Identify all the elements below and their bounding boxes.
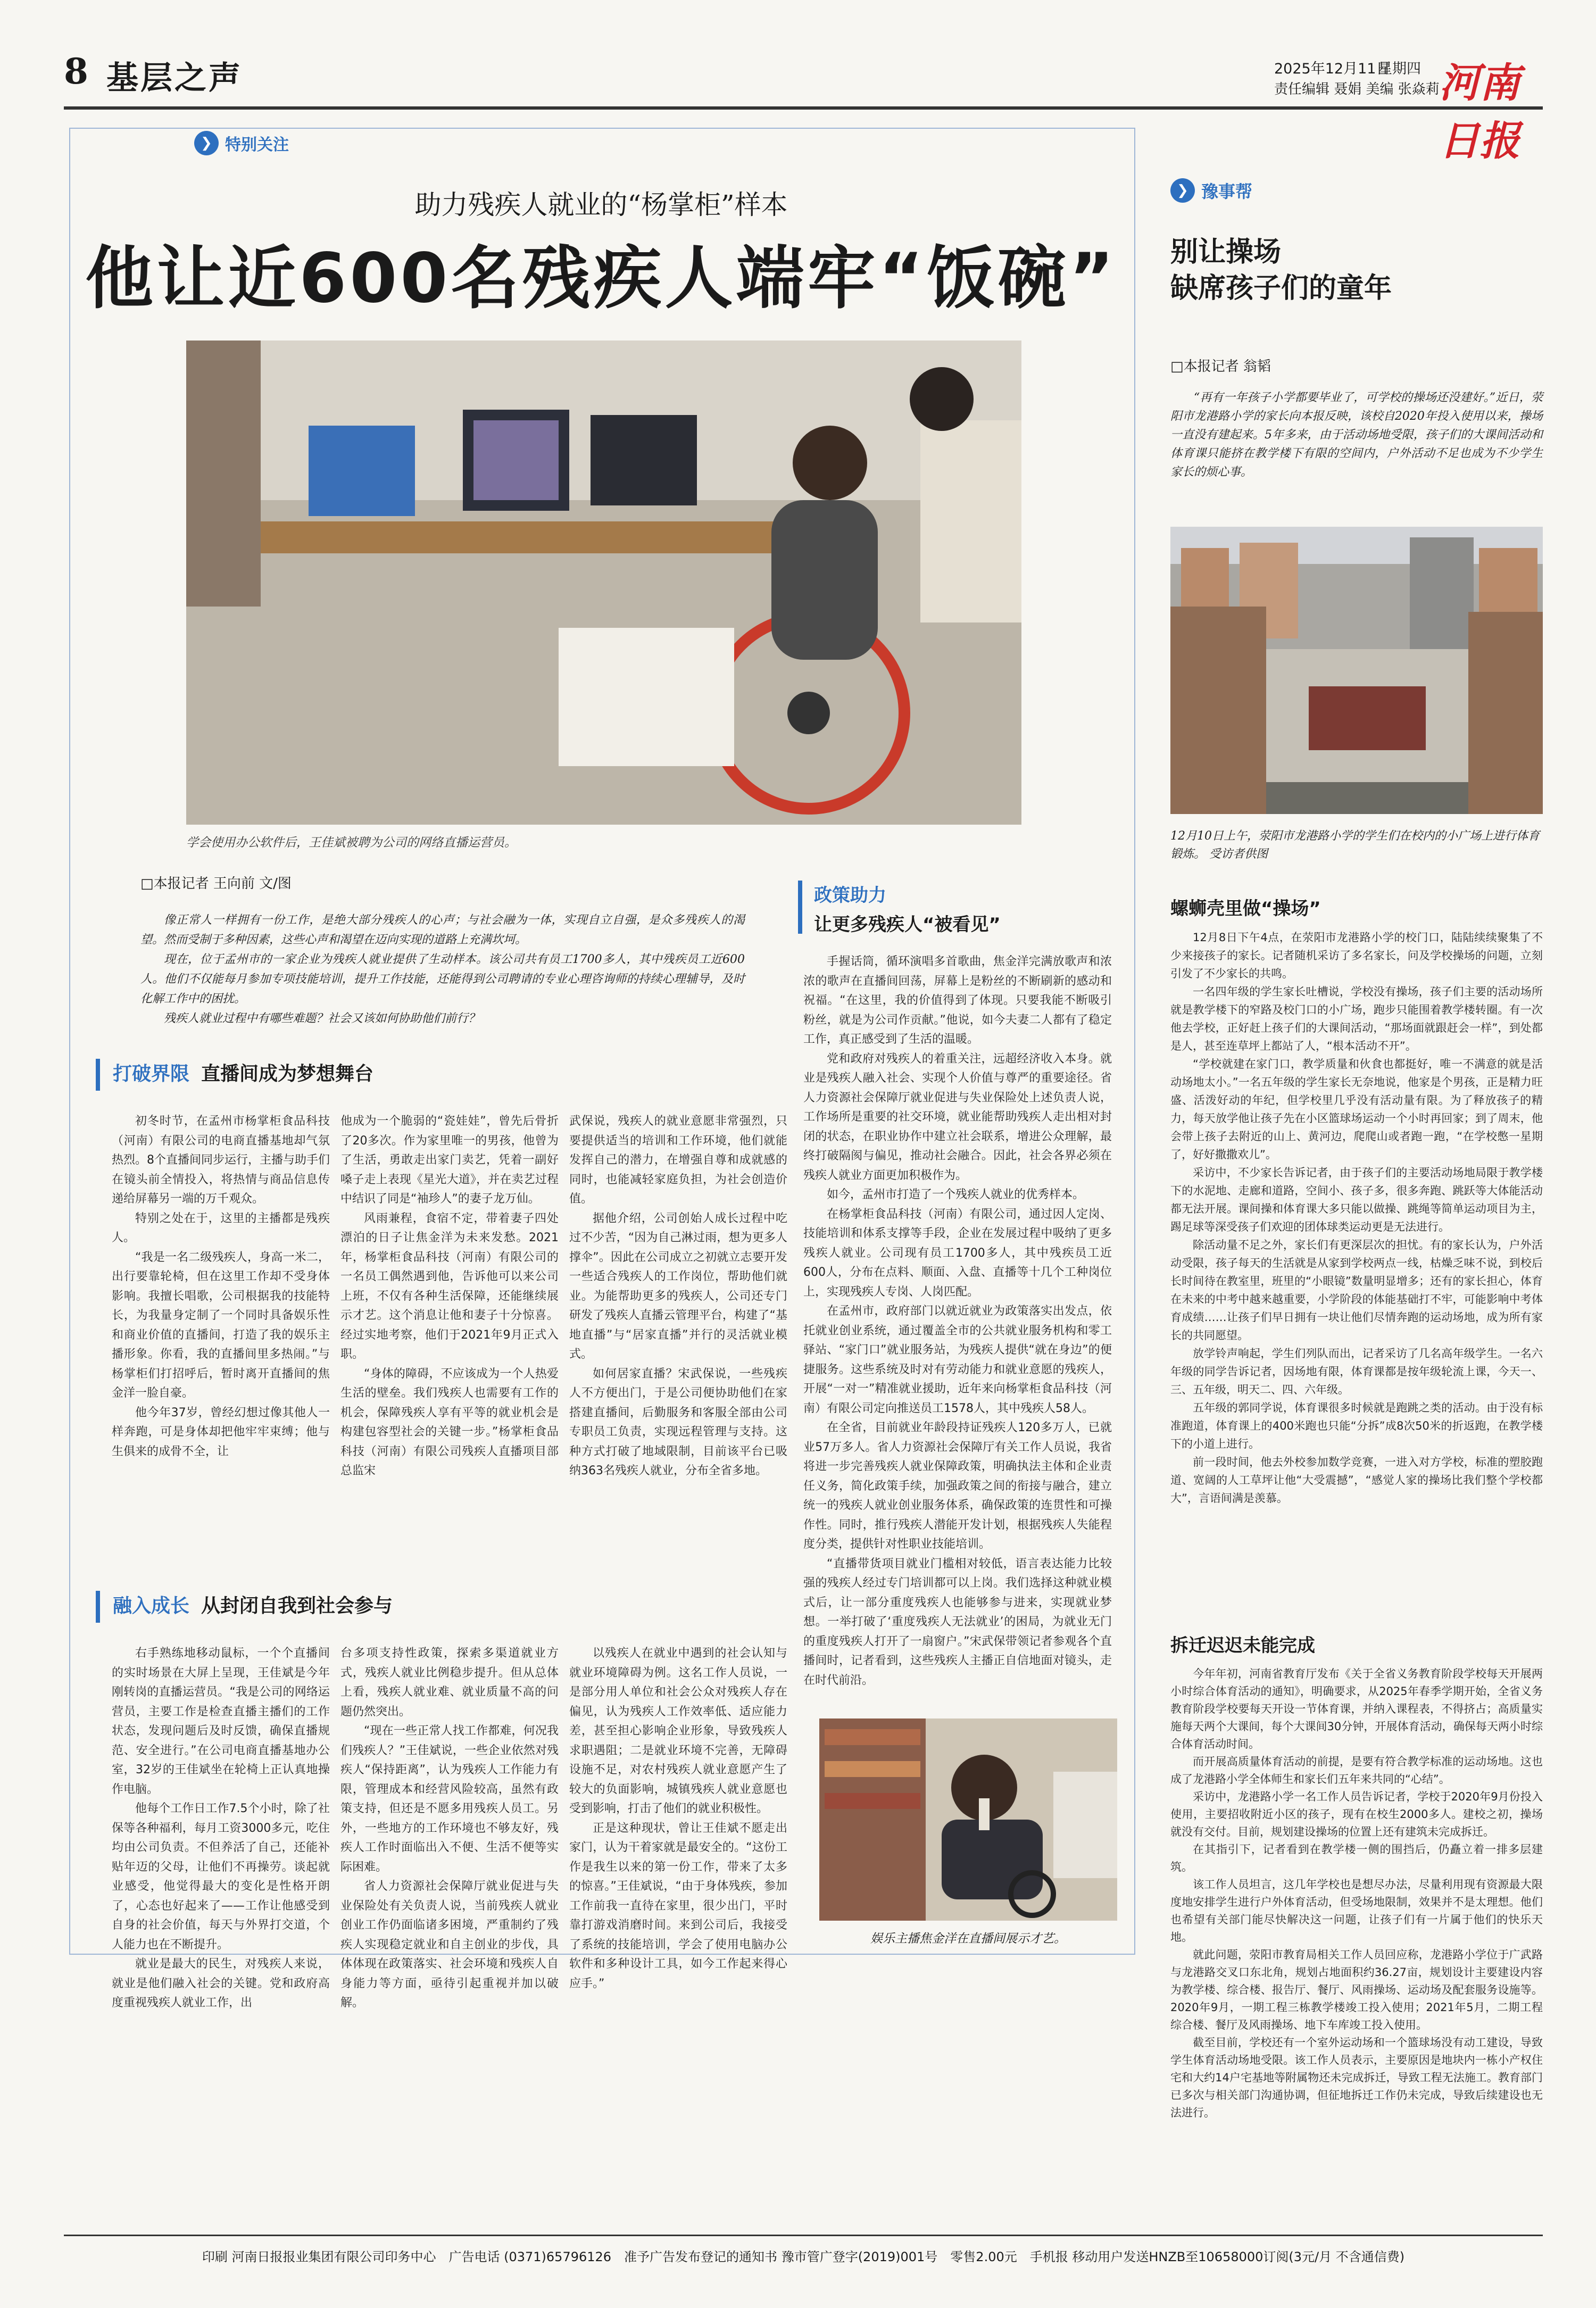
paragraph: 台多项支持性政策，探索多渠道就业方式，残疾人就业比例稳步提升。但从总体上看，残疾人就业难、就业质量不高的问题仍然突出。 xyxy=(340,1647,559,1718)
paragraph: 12月8日下午4点，在荥阳市龙港路小学的校门口，陆陆续续聚集了不少来接孩子的家长。记者随机采访了多名家长，问及学校操场的问题，立刻引发了不少家长的共鸣。 xyxy=(1170,931,1543,980)
header-rule xyxy=(64,106,1543,110)
footer-rule xyxy=(64,2235,1543,2236)
policy-tag: 政策助力 xyxy=(814,885,886,906)
section-title-text-2: 从封闭自我到社会参与 xyxy=(201,1595,393,1617)
kicker-badge xyxy=(194,131,289,155)
lead-paragraph: 像正常人一样拥有一份工作，是绝大部分残疾人的心声；与社会融为一体，实现自立自强，是众多残疾人的渴望。然而受制于多种因素，这些心声和渴望在迈向实现的道路上充满坎坷。 xyxy=(140,914,745,947)
section-title-1 xyxy=(113,1063,373,1085)
policy-body xyxy=(803,952,1112,1708)
paragraph: 党和政府对残疾人的着重关注，远超经济收入本身。就业是残疾人融入社会、实现个人价值与尊严的重要途径。省人力资源社会保障厅就业促进与失业保险处上述负责人说，工作场所是重要的社交环境，就业能帮助残疾人走出相对封闭的状态，在职业协作中建立社会联系，增进公众理解，最终打破隔阂与偏见，推动社会融合。因此，社会各界必须在残疾人就业方面更加积极作为。 xyxy=(803,1052,1112,1182)
paragraph: 放学铃声响起，学生们列队而出，记者采访了几名高年级学生。一名六年级的同学告诉记者，因场地有限，体育课都是按年级轮流上课，今天一、三、五年级，明天二、四、六年级。 xyxy=(1170,1347,1543,1396)
paragraph: “身体的障碍，不应该成为一个人热爱生活的壁垒。我们残疾人也需要有工作的机会，保障残疾人享有平等的就业机会是构建包容型社会的关键一步。”杨掌柜食品科技（河南）有限公司残疾人直播项目部总监宋 xyxy=(340,1367,559,1477)
sidebar-kicker-label: 豫事帮 xyxy=(1201,181,1253,202)
section-tag-2: 融入成长 xyxy=(113,1595,190,1617)
paragraph: 他每个工作日工作7.5个小时，除了社保等各种福利，每月工资3000多元，吃住均由公司负责。不但养活了自己，还能补贴年迈的父母，让他们不再操劳。谈起就业感受，他觉得最大的变化是性格开朗了，心态也好起来了——工作让他感受到自身的社会价值，每天与外界打交道，个人能力也在不断提升。 xyxy=(112,1802,330,1952)
section-2-column-1 xyxy=(112,1644,330,2010)
school-photo-caption: 12月10日上午，荥阳市龙港路小学的学生们在校内的小广场上进行体育锻炼。 受访者供图 xyxy=(1170,829,1540,861)
school-photo xyxy=(1170,527,1543,814)
paragraph: 在其指引下，记者看到在教学楼一侧的围挡后，仍矗立着一排多层建筑。 xyxy=(1170,1843,1543,1873)
sidebar-byline: □本报记者 翁韬 xyxy=(1170,359,1271,375)
paragraph: 手握话筒，循环演唱多首歌曲，焦金洋完满放歌声和浓浓的歌声在直播间回荡，屏幕上是粉丝的不断刷新的感动和祝福。“在这里，我的价值得到了体现。只要我能不断吸引粉丝，就是为公司作贡献。”他说，如今夫妻二人都有了稳定工作，真正感受到了生活的温暖。 xyxy=(803,955,1112,1046)
paragraph: 正是这种现状，曾让王佳斌不愿走出家门，认为干着家就是最安全的。“这份工作是我生以来的第一份工作，带来了太多的惊喜。”王佳斌说，“由于身体残疾，参加工作前我一直待在家里，很少出门，平时靠打游戏消磨时间。来到公司后，我接受了系统的技能培训，学会了使用电脑办公软件和多种设计工具，如今工作起来得心应手。” xyxy=(569,1821,787,1990)
paragraph: 他今年37岁，曾经幻想过像其他人一样奔跑，可是身体却把他牢牢束缚；他与生俱来的成骨不全，让 xyxy=(112,1406,330,1458)
sidebar-headline-line-2: 缺席孩子们的童年 xyxy=(1170,272,1392,304)
section-name: 基层之声 xyxy=(106,60,243,97)
paragraph: 如何居家直播？宋武保说，一些残疾人不方便出门，于是公司便协助他们在家搭建直播间，后勤服务和客服全部由公司专职员工负责，实现远程管理与支持。这种方式打破了地域限制，目前该平台已吸纳363名残疾人就业，分布全省多地。 xyxy=(569,1367,787,1477)
paragraph: 采访中，不少家长告诉记者，由于孩子们的主要活动场地局限于教学楼下的水泥地、走廊和道路，空间小、孩子多，很多奔跑、跳跃等大体能活动都无法开展。课间操和体育课大多只能以做操、跳绳等简单运动项目为主，踢足球等深受孩子们欢迎的团体球类运动更是无法进行。 xyxy=(1170,1166,1543,1233)
paragraph: 采访中，龙港路小学一名工作人员告诉记者，学校于2020年9月份投入使用，主要招收附近小区的孩子，现有在校生2000多人。建校之初，操场就没有交付。目前，规划建设操场的位置上还有建筑未完成拆迁。 xyxy=(1170,1790,1543,1838)
sidebar-kicker xyxy=(1170,178,1252,203)
sidebar-headline-line-1: 别让操场 xyxy=(1170,236,1282,268)
footer-imprint: 印刷 河南日报报业集团有限公司印务中心 广告电话 (0371)65796126 准予广告发布登记的通知书 豫市管广登字(2019)001号 零售2.00元 手机报 移动用户发送HNZB至10658000订阅(3元/月 不含通信费) xyxy=(202,2249,1405,2264)
paragraph: “现在一些正常人找工作都难，何况我们残疾人？”王佳斌说，一些企业依然对残疾人“保持距离”，认为残疾人工作能力有限，管理成本和经营风险较高，虽然有政策支持，但还是不愿多用残疾人员工。另外，一些地方的工作环境也不够友好，残疾人工作时面临出入不便、生活不便等实际困难。 xyxy=(340,1724,559,1874)
sidebar-headline xyxy=(1170,234,1543,306)
policy-header xyxy=(798,881,1133,934)
paragraph: 在杨掌柜食品科技（河南）有限公司，通过因人定岗、技能培训和体系支撑等手段，企业在发展过程中吸纳了更多残疾人就业。公司现有员工1700多人，其中残疾员工近600人，分布在点料、顺面、入盘、直播等十几个工种岗位上，实现残疾人专岗、人岗匹配。 xyxy=(803,1207,1112,1299)
paragraph: 风雨兼程，食宿不定，带着妻子四处漂泊的日子让焦金洋为未来发愁。2021年，杨掌柜食品科技（河南）有限公司的一名员工偶然遇到他，告诉他可以来公司上班，不仅有各种生活保障，还能继续展示才艺。这个消息让他和妻子十分惊喜。经过实地考察，他们于2021年9月正式入职。 xyxy=(340,1211,559,1361)
section-title-2 xyxy=(113,1595,393,1617)
paragraph: 在孟州市，政府部门以就近就业为政策落实出发点，依托就业创业系统，通过覆盖全市的公共就业服务机构和零工驿站、“家门口”就业服务站，为残疾人提供“就在身边”的便捷服务。这些系统及时对有劳动能力和就业意愿的残疾人，开展“一对一”精准就业援助，近年来向杨掌柜食品科技（河南）有限公司定向推送员工1578人，其中残疾人58人。 xyxy=(803,1305,1112,1415)
paragraph: 今年年初，河南省教育厅发布《关于全省义务教育阶段学校每天开展两小时综合体育活动的通知》，明确要求，从2025年春季学期开始，全省义务教育阶段学校要每天开设一节体育课，并纳入课程表，不得挤占；高质量实施每天两个大课间，每个大课间30分钟，开展体育活动，确保每天两小时综合体育活动时间。 xyxy=(1170,1667,1543,1750)
paragraph: 截至目前，学校还有一个室外运动场和一个篮球场没有动工建设，导致学生体育活动场地受限。该工作人员表示，主要原因是地块内一栋小产权住宅和大约14户宅基地等附属物还未完成拆迁，导致工程无法施工。教育部门已多次与相关部门沟通协调，但征地拆迁工作仍未完成，导致后续建设也无法进行。 xyxy=(1170,2036,1543,2119)
paragraph: 特别之处在于，这里的主播都是残疾人。 xyxy=(112,1211,330,1244)
article-lead xyxy=(122,910,750,1028)
paragraph: 武保说，残疾人的就业意愿非常强烈，只要提供适当的培训和工作环境，他们就能发挥自己的潜力，在增强自尊和成就感的同时，也能减轻家庭负担，为社会创造价值。 xyxy=(569,1115,787,1206)
section-title-text-1: 直播间成为梦想舞台 xyxy=(201,1063,374,1085)
streamer-photo xyxy=(819,1718,1117,1921)
paragraph: 一名四年级的学生家长吐槽说，学校没有操场，孩子们主要的活动场所就是教学楼下的窄路及校门口的小广场，跑步只能围着教学楼转圈。有一次他去学校，正好赶上孩子们的大课间活动，“那场面就跟赶会一样”，到处都是人，甚至连草坪上都站了人，“根本活动不开”。 xyxy=(1170,985,1543,1052)
paragraph: 该工作人员坦言，这几年学校也是想尽办法，尽量利用现有资源最大限度地安排学生进行户外体育活动，但受场地限制，效果并不是太理想。他们也希望有关部门能尽快解决这一问题，让孩子们有一片属于他们的快乐天地。 xyxy=(1170,1878,1543,1944)
article-headline: 他让近600名残疾人端牢“饭碗” xyxy=(85,239,1117,318)
kicker-label: 特别关注 xyxy=(225,136,289,154)
streamer-photo-caption: 娱乐主播焦金洋在直播间展示才艺。 xyxy=(870,1932,1066,1946)
section-header-1 xyxy=(96,1059,772,1091)
section-1-column-1 xyxy=(112,1112,330,1591)
sidebar-intro: “再有一年孩子小学都要毕业了，可学校的操场还没建好。”近日，荥阳市龙港路小学的家长向本报反映，该校自2020年投入使用以来，操场一直没有建起来。5年多来，由于活动场地受限，孩子们的大课间活动和体育课只能挤在教学楼下有限的空间内，户外活动不足也成为不少学生家长的烦心事。 xyxy=(1170,391,1543,479)
article-subtitle: 助力残疾人就业的“杨掌柜”样本 xyxy=(414,189,788,220)
paragraph: 以残疾人在就业中遇到的社会认知与就业环境障碍为例。这名工作人员说，一是部分用人单位和社会公众对残疾人存在偏见，认为残疾人工作效率低、适应能力差，甚至担心影响企业形象，导致残疾人求职遇阻；二是就业环境不完善，无障碍设施不足，对农村残疾人就业意愿产生了较大的负面影响，城镇残疾人就业意愿也受到影响，打击了他们的就业积极性。 xyxy=(569,1647,787,1815)
paragraph: 据他介绍，公司创始人成长过程中吃过不少苦，“因为自己淋过雨，想为更多人撑伞”。因此在公司成立之初就立志要开发一些适合残疾人的工作岗位，帮助他们就业。为能帮助更多的残疾人，公司还专门研发了残疾人直播云管理平台，构建了“基地直播”与“居家直播”并行的灵活就业模式。 xyxy=(569,1211,787,1361)
paragraph: 初冬时节，在孟州市杨掌柜食品科技（河南）有限公司的电商直播基地却气氛热烈。8个直播间同步运行，主播与助手们在镜头前全情投入，将热情与商品信息传递给屏幕另一端的万千观众。 xyxy=(112,1115,330,1206)
policy-title: 让更多残疾人“被看见” xyxy=(814,914,1001,935)
school-photo-graphic xyxy=(1170,527,1543,814)
article-byline: □本报记者 王向前 文/图 xyxy=(140,876,292,892)
paragraph: “直播带货项目就业门槛相对较低，语言表达能力比较强的残疾人经过专门培训都可以上岗。我们选择这种就业模式后，让一部分重度残疾人也能够参与进来，实现就业梦想。一举打破了‘重度残疾人无法就业’的困局，为就业无门的重度残疾人打开了一扇窗户。”宋武保带领记者参观各个直播间时，记者看到，这些残疾人主播正自信地面对镜头，走在时代前沿。 xyxy=(803,1557,1112,1687)
page-number: 8 xyxy=(64,51,88,92)
chevron-right-icon: ❯ xyxy=(194,131,219,155)
paragraph: 在全省，目前就业年龄段持证残疾人120多万人，已就业57万多人。省人力资源社会保障厅有关工作人员说，我省将进一步完善残疾人就业保障政策，明确执法主体和企业责任义务，简化政策手续，加强政策之间的衔接与融合，建立统一的残疾人就业创业服务体系，确保政策的连贯性和可操作性。同时，推行残疾人潜能开发计划，根据残疾人失能程度分类，提供针对性职业技能培训。 xyxy=(803,1421,1112,1551)
office-photo xyxy=(186,341,1021,825)
paragraph: 省人力资源社会保障厅就业促进与失业保险处有关负责人说，当前残疾人就业创业工作仍面临诸多困境，严重制约了残疾人实现稳定就业和自主创业的步伐，具体体现在政策落实、社会环境和残疾人自身能力等方面，亟待引起重视并加以破解。 xyxy=(340,1880,559,2010)
lead-paragraph: 残疾人就业过程中有哪些难题？社会又该如何协助他们前行？ xyxy=(164,1012,480,1025)
office-photo-graphic xyxy=(186,341,1021,825)
lead-box xyxy=(122,873,750,1032)
paragraph: 除活动量不足之外，家长们有更深层次的担忧。有的家长认为，户外活动受限，孩子每天的生活就是从家到学校两点一线，枯燥乏味不说，到校后长时间待在教室里，班里的“小眼镜”数量明显增多；还有的家长担心，体育在未来的中考中越来越重要，小学阶段的体能基础打不牢，可能影响中考体育成绩……让孩子们早日拥有一块让他们尽情奔跑的运动场地，成为所有家长的共同愿望。 xyxy=(1170,1239,1543,1342)
streamer-photo-graphic xyxy=(819,1718,1117,1921)
chevron-right-icon: ❯ xyxy=(1170,178,1195,203)
paragraph: 他成为一个脆弱的“瓷娃娃”，曾先后骨折了20多次。作为家里唯一的男孩，他曾为了生活，勇敢走出家门卖艺，凭着一副好嗓子走上表现《星光大道》，并在卖艺过程中结识了同是“袖珍人”的妻子龙万仙。 xyxy=(340,1115,559,1206)
newspaper-logo: 河南日报 xyxy=(1439,59,1520,164)
paragraph: 前一段时间，他去外校参加数学竞赛，一进入对方学校，标准的塑胶跑道、宽阔的人工草坪让他“大受震撼”，“感觉人家的操场比我们整个学校都大”，言语间满是羡慕。 xyxy=(1170,1456,1543,1505)
paragraph: 就此问题，荥阳市教育局相关工作人员回应称，龙港路小学位于广武路与龙港路交叉口东北角，规划占地面积约36.27亩，规划设计主要建设内容为教学楼、综合楼、报告厅、餐厅、风雨操场、运动场及配套服务设施等。2020年9月，一期工程三栋教学楼竣工投入使用；2021年5月，二期工程综合楼、餐厅及风雨操场、地下车库竣工投入使用。 xyxy=(1170,1948,1543,2031)
paragraph: 就业是最大的民生，对残疾人来说，就业是他们融入社会的关键。党和政府高度重视残疾人就业工作，出 xyxy=(112,1957,330,2010)
paragraph: 如今，孟州市打造了一个残疾人就业的优秀样本。 xyxy=(827,1188,1085,1201)
sidebar-section-1-body xyxy=(1170,928,1543,1609)
paragraph: 而开展高质量体育活动的前提，是要有符合教学标准的运动场地。这也成了龙港路小学全体师生和家长们五年来共同的“心结”。 xyxy=(1170,1755,1543,1786)
paragraph: 五年级的郭同学说，体育课很多时候就是跑跳之类的活动。由于没有标准跑道，体育课上的400米跑也只能“分拆”成8次50米的折返跑，在教学楼下的小道上进行。 xyxy=(1170,1401,1543,1450)
section-2-column-2 xyxy=(340,1644,559,2010)
sidebar-subhead-2: 拆迁迟迟未能完成 xyxy=(1170,1635,1315,1656)
section-1-column-2 xyxy=(340,1112,559,1591)
sidebar-subhead-1: 螺蛳壳里做“操场” xyxy=(1170,898,1321,919)
paragraph: “学校就建在家门口，教学质量和伙食也都挺好，唯一不满意的就是活动场地太小。”一名五年级的学生家长无奈地说，他家是个男孩，正是精力旺盛、活泼好动的年纪，但学校里几乎没有活动量有限。为了释放孩子的精力，每天放学他让孩子先在小区篮球场运动一个小时再回家；到了周末，他会带上孩子去附近的山上、黄河边，爬爬山或者跑一跑，“在学校憋一星期了，好好撒撒欢儿”。 xyxy=(1170,1058,1543,1161)
paragraph: 右手熟练地移动鼠标，一个个直播间的实时场景在大屏上呈现，王佳斌是今年刚转岗的直播运营员。“我是公司的网络运营员，主要工作是检查直播主播们的工作状态，发现问题后及时反馈，确保直播规范、安全进行。”在公司电商直播基地办公室，32岁的王佳斌坐在轮椅上正认真地操作电脑。 xyxy=(112,1647,330,1796)
lead-paragraph: 现在，位于孟州市的一家企业为残疾人就业提供了生动样本。该公司共有员工1700多人，其中残疾员工近600人。他们不仅能每月参加专项技能培训，提升工作技能，还能得到公司聘请的专业心理咨询师的持续心理辅导，及时化解工作中的困扰。 xyxy=(140,953,745,1006)
main-photo-caption: 学会使用办公软件后，王佳斌被聘为公司的网络直播运营员。 xyxy=(186,836,517,850)
section-1-column-3 xyxy=(569,1112,787,1591)
editor-credits: 责任编辑 聂娟 美编 张焱莉 xyxy=(1274,81,1440,97)
issue-date: 2025年12月11日 xyxy=(1274,61,1391,77)
sidebar-section-2-body xyxy=(1170,1665,1543,2165)
section-2-column-3 xyxy=(569,1644,787,1990)
issue-weekday: 星期四 xyxy=(1378,61,1421,77)
paragraph: “我是一名二级残疾人，身高一米二，出行要靠轮椅，但在这里工作却不受身体影响。我擅长唱歌，公司根据我的技能特长，为我量身定制了一个同时具备娱乐性和商业价值的直播间，打造了我的娱乐主播形象。你看，我的直播间里多热闹。”与杨掌柜们打招呼后，暂时离开直播间的焦金洋一脸自豪。 xyxy=(112,1250,330,1400)
section-tag-1: 打破界限 xyxy=(113,1063,190,1085)
section-header-2 xyxy=(96,1591,772,1623)
